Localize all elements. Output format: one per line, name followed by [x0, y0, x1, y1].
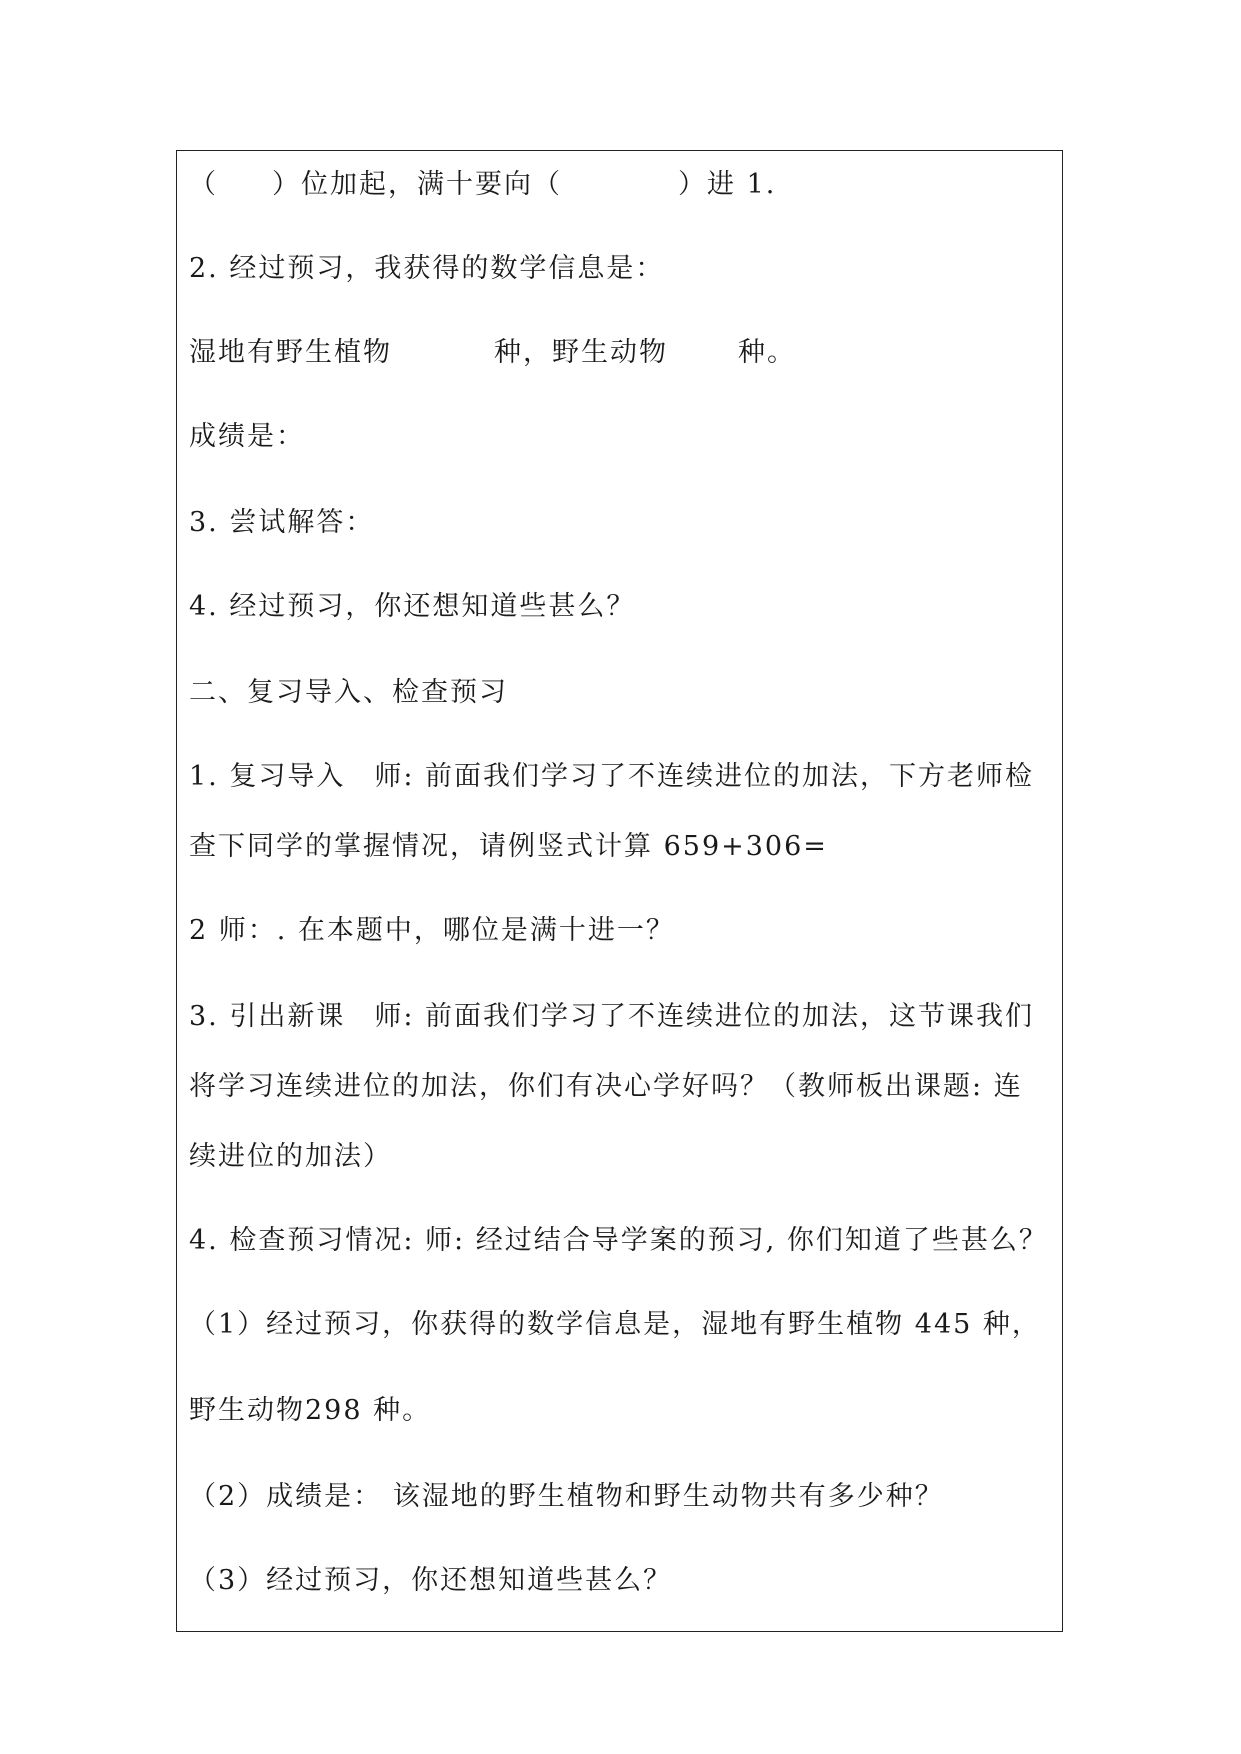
line1-part-b: ）位加起，满十要向（	[272, 169, 562, 200]
line-14: 4. 检查预习情况: 师: 经过结合导学案的预习, 你们知道了些甚么？	[189, 1225, 1048, 1256]
line3-part-b: 种，野生动物	[494, 337, 668, 368]
line3-part-a: 湿地有野生植物	[189, 337, 392, 368]
line3-part-c: 种。	[738, 337, 796, 368]
line-18: （3）经过预习，你还想知道些甚么？	[189, 1565, 673, 1596]
section-heading: 二、复习导入、检查预习	[189, 677, 508, 708]
line-5: 3. 尝试解答：	[189, 507, 375, 538]
line-12: 将学习连续进位的加法，你们有决心学好吗？（教师板出课题: 连	[189, 1071, 1023, 1102]
line1-part-c: ）进 1.	[678, 169, 777, 200]
line-6: 4. 经过预习，你还想知道些甚么？	[189, 591, 636, 622]
line-17: （2）成绩是： 该湿地的野生植物和野生动物共有多少种？	[189, 1481, 944, 1512]
blank-line-3	[189, 338, 1063, 368]
blank-line-1	[189, 170, 1063, 200]
line-2: 2. 经过预习，我获得的数学信息是：	[189, 253, 665, 284]
line-11: 3. 引出新课 师: 前面我们学习了不连续进位的加法，这节课我们	[189, 1001, 1035, 1032]
line-13: 续进位的加法）	[189, 1141, 392, 1172]
line1-part-a: （	[189, 169, 218, 200]
line-8: 1. 复习导入 师: 前面我们学习了不连续进位的加法，下方老师检	[189, 761, 1035, 792]
line-9: 查下同学的掌握情况，请例竖式计算 659+306=	[189, 831, 828, 862]
line-15: （1）经过预习，你获得的数学信息是，湿地有野生植物 445 种，	[189, 1309, 1041, 1340]
line-16: 野生动物298 种。	[189, 1395, 432, 1426]
line-4: 成绩是：	[189, 421, 305, 452]
line-10: 2 师：. 在本题中，哪位是满十进一？	[189, 915, 675, 946]
